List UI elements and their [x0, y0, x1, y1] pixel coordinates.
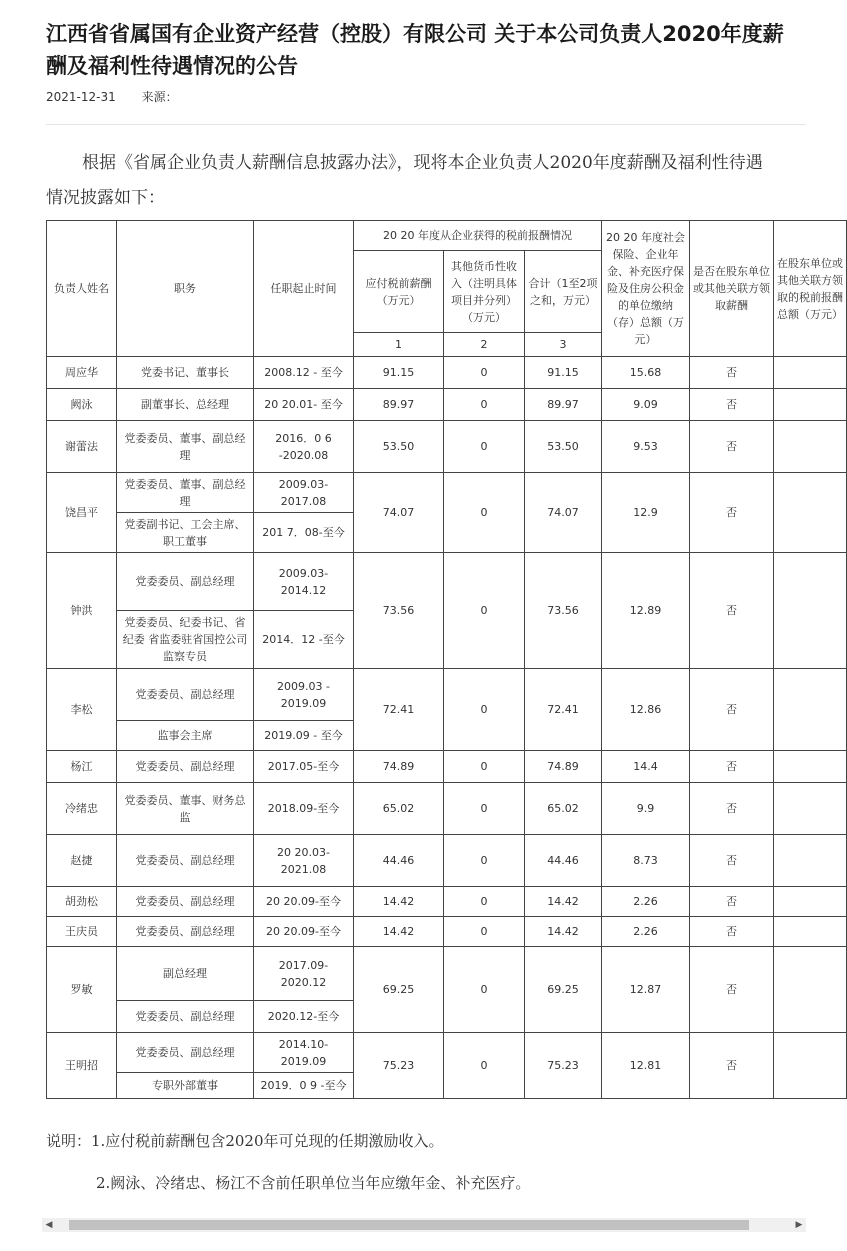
cell-social-insurance: 2.26 — [602, 917, 690, 947]
cell-other-income: 0 — [444, 1033, 525, 1099]
cell-name: 饶昌平 — [47, 473, 117, 553]
table-row — [47, 357, 847, 389]
cell-social-insurance: 12.87 — [602, 947, 690, 1033]
cell-position: 党委委员、纪委书记、省纪委 省监委驻省国控公司监察专员 — [117, 611, 254, 669]
table-row — [47, 783, 847, 835]
cell-total: 14.42 — [525, 917, 602, 947]
cell-other-income: 0 — [444, 947, 525, 1033]
cell-related-pay — [774, 917, 847, 947]
cell-related-pay — [774, 1033, 847, 1099]
cell-tenure: 2017.05-至今 — [254, 751, 354, 783]
cell-total: 14.42 — [525, 887, 602, 917]
table-row — [47, 473, 847, 513]
cell-other-income: 0 — [444, 669, 525, 751]
note-1: 说明：1.应付税前薪酬包含2020年可兑现的任期激励收入。 — [46, 1132, 444, 1150]
cell-social-insurance: 12.86 — [602, 669, 690, 751]
table-row — [47, 553, 847, 611]
cell-position: 党委委员、董事、副总经理 — [117, 473, 254, 513]
horizontal-scrollbar[interactable] — [42, 1218, 806, 1232]
cell-tenure: 20 20.03-2021.08 — [254, 835, 354, 887]
cell-name: 赵捷 — [47, 835, 117, 887]
article-meta — [46, 88, 200, 105]
cell-other-income: 0 — [444, 357, 525, 389]
cell-name: 周应华 — [47, 357, 117, 389]
table-row — [47, 751, 847, 783]
source-label: 来源： — [141, 90, 178, 104]
cell-name: 阙泳 — [47, 389, 117, 421]
cell-position: 党委委员、董事、副总经理 — [117, 421, 254, 473]
header-name: 负责人姓名 — [47, 221, 117, 357]
cell-other-income: 0 — [444, 751, 525, 783]
scroll-right-icon[interactable]: ▶ — [795, 1220, 803, 1230]
header-col-number: 2 — [444, 333, 525, 357]
cell-total: 74.89 — [525, 751, 602, 783]
header-tenure: 任职起止时间 — [254, 221, 354, 357]
cell-total: 65.02 — [525, 783, 602, 835]
cell-other-unit: 否 — [690, 783, 774, 835]
cell-name: 杨江 — [47, 751, 117, 783]
divider — [46, 124, 806, 125]
cell-position: 专职外部董事 — [117, 1073, 254, 1099]
cell-total: 89.97 — [525, 389, 602, 421]
cell-tenure: 2016．0 6 -2020.08 — [254, 421, 354, 473]
table-row — [47, 389, 847, 421]
header-other-income: 其他货币性收入（注明具体项目并分列）（万元） — [444, 251, 525, 333]
cell-pretax-pay: 72.41 — [354, 669, 444, 751]
cell-name: 王庆员 — [47, 917, 117, 947]
header-col-number: 3 — [525, 333, 602, 357]
cell-other-unit: 否 — [690, 473, 774, 553]
cell-total: 75.23 — [525, 1033, 602, 1099]
cell-pretax-pay: 53.50 — [354, 421, 444, 473]
cell-other-unit: 否 — [690, 669, 774, 751]
cell-pretax-pay: 65.02 — [354, 783, 444, 835]
table-row — [47, 835, 847, 887]
cell-total: 91.15 — [525, 357, 602, 389]
cell-related-pay — [774, 389, 847, 421]
cell-other-unit: 否 — [690, 835, 774, 887]
cell-pretax-pay: 44.46 — [354, 835, 444, 887]
cell-other-unit: 否 — [690, 1033, 774, 1099]
cell-total: 73.56 — [525, 553, 602, 669]
cell-total: 53.50 — [525, 421, 602, 473]
cell-name: 李松 — [47, 669, 117, 751]
header-total: 合计（1至2项之和，万元） — [525, 251, 602, 333]
publish-date: 2021-12-31 — [46, 90, 116, 104]
cell-other-income: 0 — [444, 835, 525, 887]
cell-tenure: 201 7．08-至今 — [254, 513, 354, 553]
cell-pretax-pay: 73.56 — [354, 553, 444, 669]
cell-tenure: 2019.09 - 至今 — [254, 721, 354, 751]
cell-other-unit: 否 — [690, 947, 774, 1033]
cell-pretax-pay: 89.97 — [354, 389, 444, 421]
cell-name: 钟洪 — [47, 553, 117, 669]
cell-total: 72.41 — [525, 669, 602, 751]
header-pay-group: 20 20 年度从企业获得的税前报酬情况 — [354, 221, 602, 251]
cell-other-unit: 否 — [690, 887, 774, 917]
cell-other-income: 0 — [444, 553, 525, 669]
table-row — [47, 887, 847, 917]
cell-position: 党委书记、董事长 — [117, 357, 254, 389]
cell-position: 党委副书记、工会主席、职工董事 — [117, 513, 254, 553]
scrollbar-thumb[interactable] — [69, 1220, 749, 1230]
cell-social-insurance: 2.26 — [602, 887, 690, 917]
cell-social-insurance: 12.89 — [602, 553, 690, 669]
cell-position: 党委委员、副总经理 — [117, 669, 254, 721]
cell-other-unit: 否 — [690, 421, 774, 473]
cell-name: 罗敏 — [47, 947, 117, 1033]
cell-pretax-pay: 14.42 — [354, 917, 444, 947]
cell-name: 胡劲松 — [47, 887, 117, 917]
cell-related-pay — [774, 783, 847, 835]
cell-tenure: 20 20.09-至今 — [254, 917, 354, 947]
table-row — [47, 1033, 847, 1073]
cell-tenure: 2017.09-2020.12 — [254, 947, 354, 1001]
cell-social-insurance: 12.81 — [602, 1033, 690, 1099]
cell-social-insurance: 12.9 — [602, 473, 690, 553]
article-title: 江西省省属国有企业资产经营（控股）有限公司 关于本公司负责人2020年度薪酬及福利性待遇情况的公告 — [46, 22, 784, 78]
header-col-number: 1 — [354, 333, 444, 357]
cell-other-income: 0 — [444, 917, 525, 947]
cell-other-income: 0 — [444, 783, 525, 835]
header-social-insurance: 20 20 年度社会保险、企业年金、补充医疗保险及住房公积金的单位缴纳（存）总额（万元） — [602, 221, 690, 357]
cell-social-insurance: 9.09 — [602, 389, 690, 421]
header-related-pay: 在股东单位或其他关联方领取的税前报酬总额（万元） — [774, 221, 847, 357]
cell-position: 党委委员、副总经理 — [117, 887, 254, 917]
cell-social-insurance: 15.68 — [602, 357, 690, 389]
cell-pretax-pay: 75.23 — [354, 1033, 444, 1099]
header-other-unit: 是否在股东单位或其他关联方领取薪酬 — [690, 221, 774, 357]
cell-position: 党委委员、副总经理 — [117, 917, 254, 947]
cell-total: 74.07 — [525, 473, 602, 553]
cell-total: 44.46 — [525, 835, 602, 887]
cell-position: 党委委员、副总经理 — [117, 553, 254, 611]
table-row — [47, 947, 847, 1001]
cell-related-pay — [774, 553, 847, 669]
cell-tenure: 20 20.09-至今 — [254, 887, 354, 917]
cell-related-pay — [774, 421, 847, 473]
cell-related-pay — [774, 751, 847, 783]
cell-position: 党委委员、董事、财务总监 — [117, 783, 254, 835]
cell-social-insurance: 9.53 — [602, 421, 690, 473]
cell-other-unit: 否 — [690, 357, 774, 389]
cell-name: 冷绪忠 — [47, 783, 117, 835]
cell-total: 69.25 — [525, 947, 602, 1033]
cell-position: 党委委员、副总经理 — [117, 1033, 254, 1073]
cell-social-insurance: 9.9 — [602, 783, 690, 835]
cell-other-income: 0 — [444, 887, 525, 917]
cell-other-unit: 否 — [690, 917, 774, 947]
cell-tenure: 2009.03-2017.08 — [254, 473, 354, 513]
cell-other-income: 0 — [444, 421, 525, 473]
table-row — [47, 421, 847, 473]
cell-related-pay — [774, 473, 847, 553]
cell-tenure: 2008.12 - 至今 — [254, 357, 354, 389]
cell-tenure: 2009.03 - 2019.09 — [254, 669, 354, 721]
cell-other-unit: 否 — [690, 389, 774, 421]
cell-tenure: 2014．12 -至今 — [254, 611, 354, 669]
cell-tenure: 2014.10-2019.09 — [254, 1033, 354, 1073]
cell-other-unit: 否 — [690, 553, 774, 669]
intro-paragraph: 根据《省属企业负责人薪酬信息披露办法》，现将本企业负责人2020年度薪酬及福利性待遇情况披露如下： — [46, 153, 763, 208]
cell-related-pay — [774, 669, 847, 751]
cell-social-insurance: 14.4 — [602, 751, 690, 783]
table-row — [47, 669, 847, 721]
cell-tenure: 2009.03-2014.12 — [254, 553, 354, 611]
cell-social-insurance: 8.73 — [602, 835, 690, 887]
cell-tenure: 2020.12-至今 — [254, 1001, 354, 1033]
cell-tenure: 20 20.01- 至今 — [254, 389, 354, 421]
cell-position: 党委委员、副总经理 — [117, 835, 254, 887]
cell-position: 党委委员、副总经理 — [117, 751, 254, 783]
cell-pretax-pay: 91.15 — [354, 357, 444, 389]
salary-table — [46, 220, 847, 1099]
note-2: 2.阙泳、冷绪忠、杨江不含前任职单位当年应缴年金、补充医疗。 — [96, 1174, 531, 1192]
cell-tenure: 2019．0 9 -至今 — [254, 1073, 354, 1099]
cell-other-unit: 否 — [690, 751, 774, 783]
cell-related-pay — [774, 947, 847, 1033]
salary-table-container — [46, 220, 844, 1092]
header-position: 职务 — [117, 221, 254, 357]
cell-other-income: 0 — [444, 473, 525, 553]
cell-related-pay — [774, 835, 847, 887]
cell-tenure: 2018.09-至今 — [254, 783, 354, 835]
cell-name: 谢蕾法 — [47, 421, 117, 473]
cell-position: 副董事长、总经理 — [117, 389, 254, 421]
scroll-left-icon[interactable]: ◀ — [45, 1220, 53, 1230]
cell-position: 党委委员、副总经理 — [117, 1001, 254, 1033]
cell-pretax-pay: 14.42 — [354, 887, 444, 917]
cell-pretax-pay: 69.25 — [354, 947, 444, 1033]
cell-name: 王明招 — [47, 1033, 117, 1099]
cell-related-pay — [774, 357, 847, 389]
notes — [46, 1126, 786, 1210]
cell-position: 监事会主席 — [117, 721, 254, 751]
cell-pretax-pay: 74.89 — [354, 751, 444, 783]
cell-pretax-pay: 74.07 — [354, 473, 444, 553]
table-row — [47, 917, 847, 947]
cell-related-pay — [774, 887, 847, 917]
cell-other-income: 0 — [444, 389, 525, 421]
cell-position: 副总经理 — [117, 947, 254, 1001]
header-pretax-pay: 应付税前薪酬（万元） — [354, 251, 444, 333]
